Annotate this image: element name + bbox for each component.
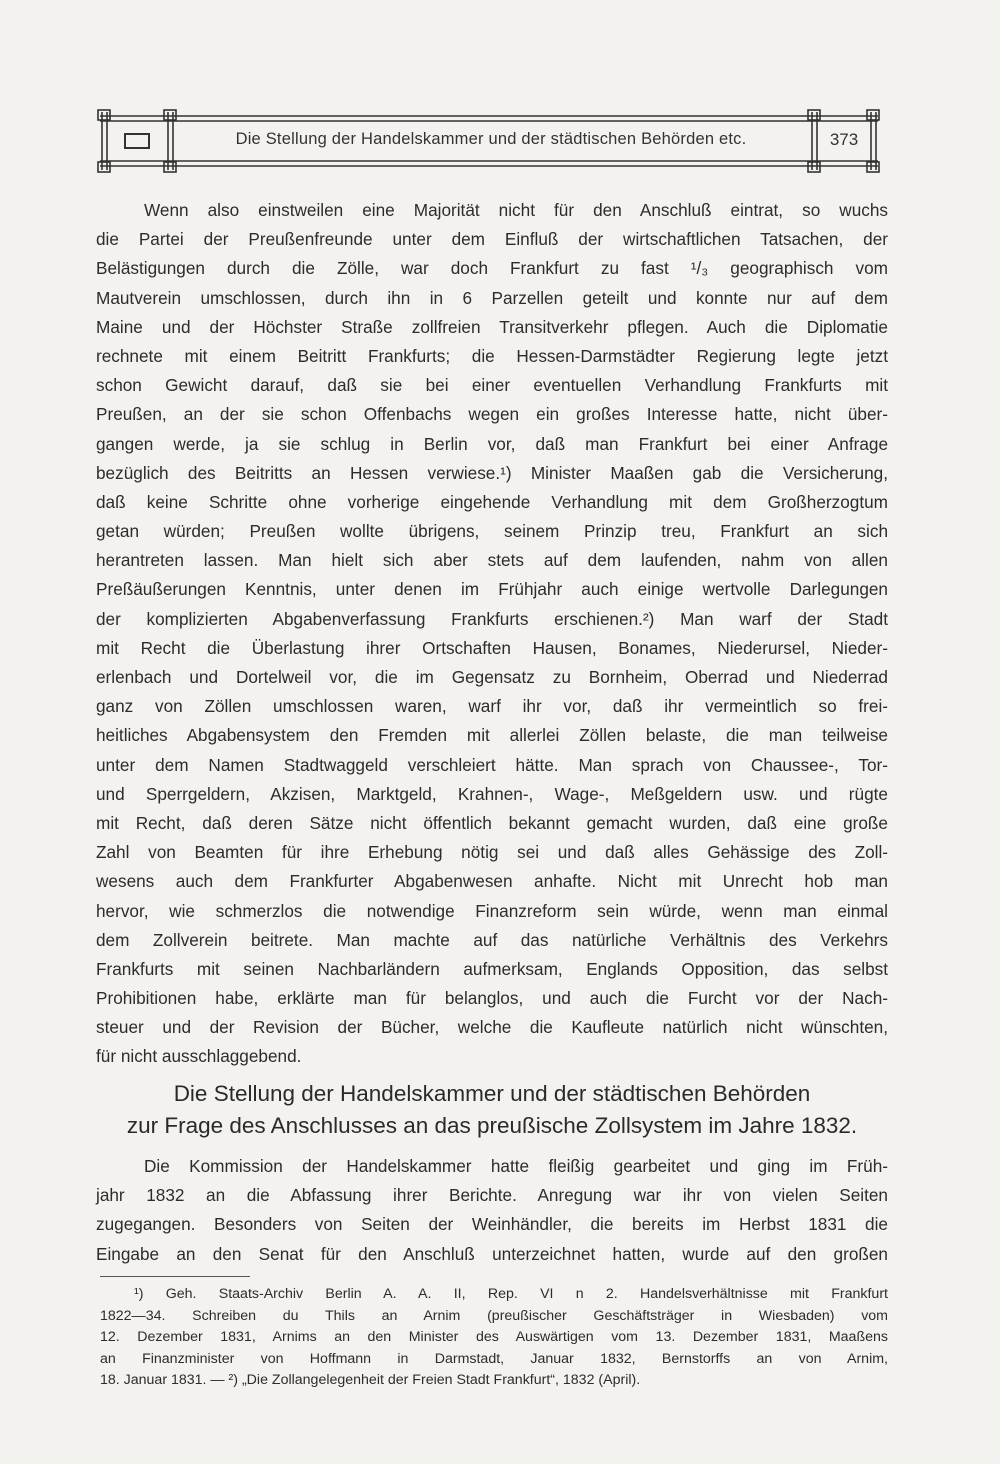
text-line: Frankfurts mit seinen Nachbarländern aufmerksam, Englands Opposition, das selbst xyxy=(96,958,888,979)
text-line: heitliches Abgabensystem den Fremden mit allerlei Zöllen belaste, die man teilweise xyxy=(96,725,888,746)
text-line: getan würden; Preußen wollte übrigens, seinem Prinzip treu, Frankfurt an sich xyxy=(96,521,888,542)
text-line: unter dem Namen Stadtwaggeld verschleiert hätte. Man sprach von Chaussee-, Tor- xyxy=(96,754,888,775)
text-line: gangen werde, ja sie schlug in Berlin vor, daß man Frankfurt bei einer Anfrage xyxy=(96,433,888,454)
footnote-line: an Finanzminister von Hoffmann in Darmstadt, Januar 1832, Bernstorffs an von Arnim, xyxy=(100,1350,888,1367)
text-line: steuer und der Revision der Bücher, welche die Kaufleute natürlich nicht wünschten, xyxy=(96,1017,888,1038)
main-paragraph xyxy=(96,196,888,1072)
text-line: Belästigungen durch die Zölle, war doch Frankfurt zu fast ¹/₃ geographisch vom xyxy=(96,258,888,279)
text-line: dem Zollverein beitrete. Man machte auf das natürliche Verhältnis des Verkehrs xyxy=(96,929,888,950)
running-header-title: Die Stellung der Handelskammer und der städtischen Behörden etc. xyxy=(235,130,747,148)
text-line: für nicht ausschlaggebend. xyxy=(96,1046,302,1067)
text-line: Wenn also einstweilen eine Majorität nicht für den Anschluß eintrat, so wuchs xyxy=(144,200,888,220)
text-line: zugegangen. Besonders von Seiten der Weinhändler, die bereits im Herbst 1831 die xyxy=(96,1214,888,1235)
text-line: Prohibitionen habe, erklärte man für belanglos, und auch die Furcht vor der Nach- xyxy=(96,988,888,1009)
text-line: erlenbach und Dortelweil vor, die im Gegensatz zu Bornheim, Oberrad und Niederrad xyxy=(96,667,888,687)
section-heading-line: Die Stellung der Handelskammer und der städtischen Behörden xyxy=(173,1081,811,1106)
text-line: wesens auch dem Frankfurter Abgabenwesen anhafte. Nicht mit Unrecht hob man xyxy=(96,871,888,892)
text-line: Die Kommission der Handelskammer hatte fleißig gearbeitet und ging im Früh- xyxy=(144,1156,888,1176)
text-line: und Sperrgeldern, Akzisen, Marktgeld, Krahnen-, Wage-, Meßgeldern usw. und rügte xyxy=(96,783,888,804)
footnote-line: 12. Dezember 1831, Arnims an den Minister des Auswärtigen vom 13. Dezember 1831, Maaßens xyxy=(100,1329,888,1346)
text-line: Maine und der Höchster Straße zollfreien Transitverkehr pflegen. Auch die Diplomatie xyxy=(96,316,888,337)
section-heading-line: zur Frage des Anschlusses an das preußische Zollsystem im Jahre 1832. xyxy=(126,1113,858,1138)
text-line: Mautverein umschlossen, durch ihn in 6 Parzellen geteilt und konnte nur auf dem xyxy=(96,287,888,308)
header-box-ornament-icon xyxy=(124,133,150,149)
text-line: bezüglich des Beitritts an Hessen verwiese.¹) Minister Maaßen gab die Versicherung, xyxy=(96,462,888,483)
footnote-line: 1822—34. Schreiben du Thils an Arnim (preußischer Geschäftsträger in Wiesbaden) vom xyxy=(100,1307,888,1324)
second-paragraph xyxy=(96,1152,888,1269)
text-line: mit Recht die Überlastung ihrer Ortschaften Hausen, Bonames, Niederursel, Nieder- xyxy=(96,637,888,658)
section-heading xyxy=(96,1078,888,1142)
text-line: Zahl von Beamten für ihre Erhebung nötig sei und daß alles Gehässige des Zoll- xyxy=(96,842,888,863)
text-line: rechnete mit einem Beitritt Frankfurts; die Hessen-Darmstädter Regierung legte jetzt xyxy=(96,345,888,366)
text-line: Preußen, an der sie schon Offenbachs wegen ein großes Interesse hatte, nicht über- xyxy=(96,404,888,425)
text-line: hervor, wie schmerzlos die notwendige Finanzreform sein würde, wenn man einmal xyxy=(96,900,888,921)
text-line: mit Recht, daß deren Sätze nicht öffentlich bekannt gemacht wurden, daß eine große xyxy=(96,812,888,833)
footnote-divider xyxy=(100,1276,250,1277)
footnote-line: 18. Januar 1831. — ²) „Die Zollangelegenheit der Freien Stadt Frankfurt“, 1832 (April). xyxy=(100,1372,641,1389)
text-line: herantreten lassen. Man hielt sich aber stets auf dem laufenden, nahm von allen xyxy=(96,550,888,571)
text-line: schon Gewicht darauf, daß sie bei einer eventuellen Verhandlung Frankfurts mit xyxy=(96,375,888,396)
text-line: der komplizierten Abgabenverfassung Frankfurts erschienen.²) Man warf der Stadt xyxy=(96,608,888,629)
text-line: jahr 1832 an die Abfassung ihrer Berichte. Anregung war ihr von vielen Seiten xyxy=(96,1185,888,1206)
text-line: ganz von Zöllen umschlossen waren, warf ihr vor, daß ihr vermeintlich so frei- xyxy=(96,696,888,717)
text-line: daß keine Schritte ohne vorherige eingehende Verhandlung mit dem Großherzogtum xyxy=(96,491,888,512)
footnotes xyxy=(100,1284,888,1392)
text-line: die Partei der Preußenfreunde unter dem Einfluß der wirtschaftlichen Tatsachen, der xyxy=(96,229,888,250)
text-line: Preßäußerungen Kenntnis, unter denen im Frühjahr auch einige wertvolle Darlegungen xyxy=(96,579,888,600)
footnote-line: ¹) Geh. Staats-Archiv Berlin A. A. II, Rep. VI n 2. Handelsverhältnisse mit Frankfurt xyxy=(134,1286,888,1302)
page-number: 373 xyxy=(829,130,859,149)
text-line: Eingabe an den Senat für den Anschluß unterzeichnet hatten, wurde auf den großen xyxy=(96,1243,888,1264)
